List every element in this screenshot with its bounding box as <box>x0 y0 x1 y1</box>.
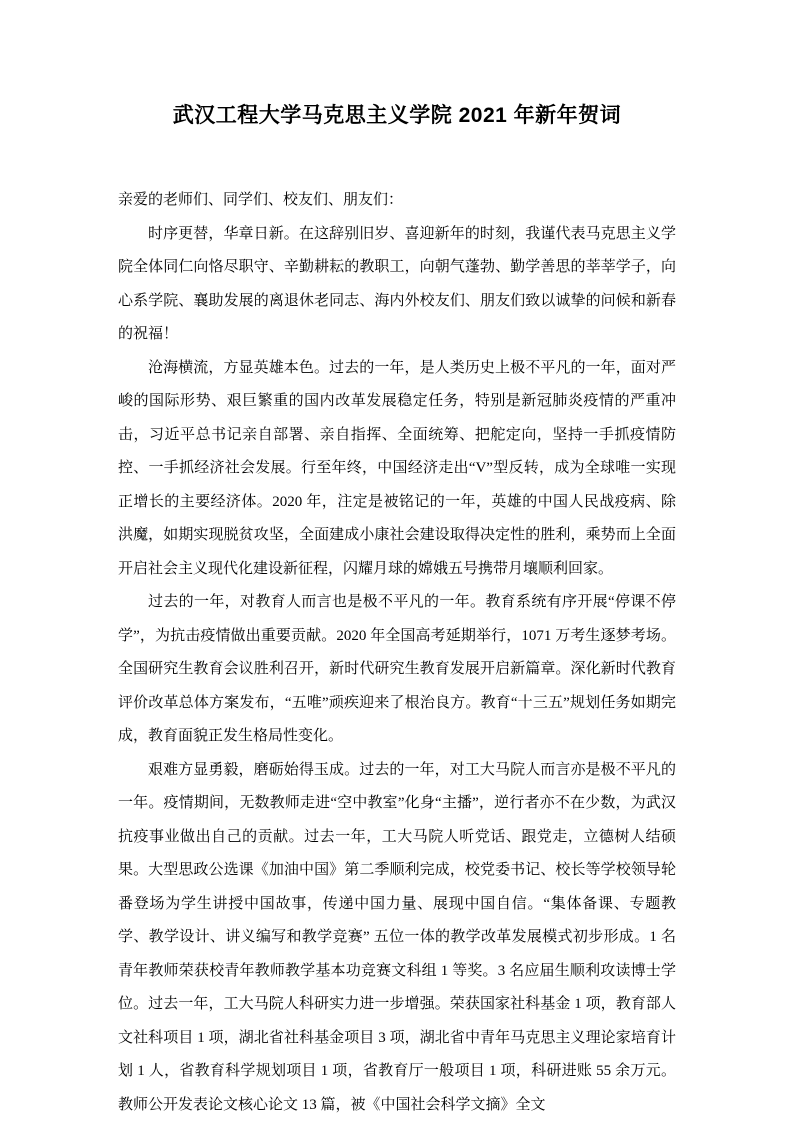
paragraph: 艰难方显勇毅，磨砺始得玉成。过去的一年，对工大马院人而言亦是极不平凡的一年。疫情期间，无数教师走进“空中教室”化身“主播”，逆行者亦不在少数，为武汉抗疫事业做出自己的贡献。过去一年，工大马院人听党话、跟党走，立德树人结硕果。大型思政公选课《加油中国》第二季顺利完成，校党委书记、校长等学校领导轮番登场为学生讲授中国故事，传递中国力量、展现中国自信。“集体备课、专题教学、教学设计、讲义编写和教学竞赛” 五位一体的教学改革发展模式初步形成。1 名青年教师荣获校青年教师教学基本功竞赛文科组 1 等奖。3 名应届生顺利攻读博士学位。过去一年，工大马院人科研实力进一步增强。荣获国家社科基金 1 项，教育部人文社科项目 1 项，湖北省社科基金项目 3 项，湖北省中青年马克思主义理论家培育计划 1 人，省教育科学规划项目 1 项，省教育厅一般项目 1 项，科研进账 55 余万元。教师公开发表论文核心论文 13 篇，被《中国社会科学文摘》全文 <box>118 761 676 1113</box>
document-body <box>118 184 676 1122</box>
salutation-line: 亲爱的老师们、同学们、校友们、朋友们： <box>118 192 404 208</box>
document-content <box>118 0 676 1122</box>
paragraph: 过去的一年，对教育人而言也是极不平凡的一年。教育系统有序开展“停课不停学”，为抗击疫情做出重要贡献。2020 年全国高考延期举行，1071 万考生逐梦考场。全国研究生教育会议胜利召开，新时代研究生教育发展开启新篇章。深化新时代教育评价改革总体方案发布，“五唯”顽疾迎来了根治良方。教育“十三五”规划任务如期完成，教育面貌正发生格局性变化。 <box>118 594 676 744</box>
paragraph: 沧海横流，方显英雄本色。过去的一年，是人类历史上极不平凡的一年，面对严峻的国际形势、艰巨繁重的国内改革发展稳定任务，特别是新冠肺炎疫情的严重冲击，习近平总书记亲自部署、亲自指挥、全面统筹、把舵定向，坚持一手抓疫情防控、一手抓经济社会发展。行至年终，中国经济走出“V”型反转，成为全球唯一实现正增长的主要经济体。2020 年，注定是被铭记的一年，英雄的中国人民战疫病、除洪魔，如期实现脱贫攻坚，全面建成小康社会建设取得决定性的胜利，乘势而上全面开启社会主义现代化建设新征程，闪耀月球的嫦娥五号携带月壤顺利回家。 <box>118 359 676 577</box>
paragraph: 时序更替，华章日新。在这辞别旧岁、喜迎新年的时刻，我谨代表马克思主义学院全体同仁向恪尽职守、辛勤耕耘的教职工，向朝气蓬勃、勤学善思的莘莘学子，向心系学院、襄助发展的离退休老同志、海内外校友们、朋友们致以诚挚的问候和新春的祝福！ <box>118 225 676 342</box>
document-title: 武汉工程大学马克思主义学院 2021 年新年贺词 <box>172 104 622 127</box>
